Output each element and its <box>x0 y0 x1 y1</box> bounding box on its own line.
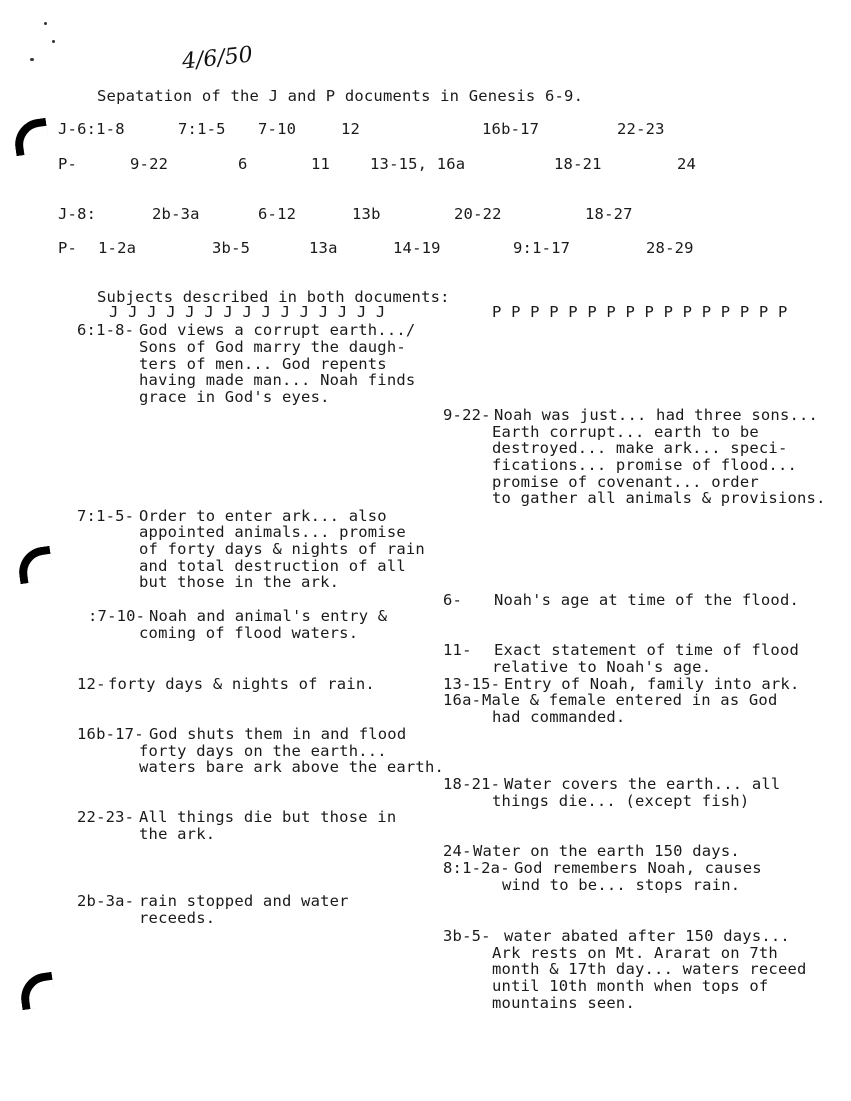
p-entry-line: mountains seen. <box>492 994 635 1012</box>
j-entry-line: All things die but those in <box>139 808 397 826</box>
grid-j6-cell: 22-23 <box>617 120 665 138</box>
p-entry-ref: 8:1-2a- <box>443 859 510 877</box>
grid-j8-cell: 20-22 <box>454 205 502 223</box>
j-entry-line: of forty days & nights of rain <box>139 540 425 558</box>
p-entry-line: Exact statement of time of flood <box>494 641 800 659</box>
p-entry-line: relative to Noah's age. <box>492 658 712 676</box>
j-entry-line: forty days & nights of rain. <box>108 675 375 693</box>
j-entry-line: the ark. <box>139 825 216 843</box>
page-title: Sepatation of the J and P documents in Genesis 6-9. <box>97 87 584 105</box>
grid-j8-cell: 2b-3a <box>152 205 200 223</box>
p-entry-line: Noah's age at time of the flood. <box>494 591 800 609</box>
subjects-heading: Subjects described in both documents: <box>97 288 450 306</box>
p-entry-line: God remembers Noah, causes <box>514 859 762 877</box>
j-entry-line: Sons of God marry the daugh- <box>139 338 406 356</box>
j-entry-ref: :7-10- <box>88 607 146 625</box>
p-entry-ref: 13-15- <box>443 675 501 693</box>
grid-p6-cell: 13-15, 16a <box>370 155 466 173</box>
grid-p8-cell: 9:1-17 <box>513 239 571 257</box>
j-entry-line: having made man... Noah finds <box>139 371 416 389</box>
p-entry-ref: 11- <box>443 641 472 659</box>
j-entry-ref: 22-23- <box>77 808 135 826</box>
grid-p6-cell: 18-21 <box>554 155 602 173</box>
grid-j8-cell: 6-12 <box>258 205 297 223</box>
j-entry-line: and total destruction of all <box>139 557 406 575</box>
grid-p6-cell: 6 <box>238 155 248 173</box>
grid-j6-cell: 7-10 <box>258 120 297 138</box>
grid-p6-cell: 9-22 <box>130 155 169 173</box>
grid-j8-label: J-8: <box>58 205 97 223</box>
p-entry-ref: 3b-5- <box>443 927 491 945</box>
j-entry-line: receeds. <box>139 909 216 927</box>
p-entry-ref: 24- <box>443 842 472 860</box>
j-column-marker: J J J J J J J J J J J J J J J <box>109 303 386 321</box>
handwritten-date: 4/6/50 <box>180 42 254 75</box>
j-entry-line: God shuts them in and flood <box>149 725 407 743</box>
j-entry-line: but those in the ark. <box>139 573 340 591</box>
binder-hole <box>18 972 56 1010</box>
p-entry-line: fications... promise of flood... <box>492 456 798 474</box>
speck <box>44 22 47 25</box>
p-entry-line: month & 17th day... waters receed <box>492 960 807 978</box>
j-entry-line: God views a corrupt earth.../ <box>139 321 416 339</box>
grid-j8-cell: 13b <box>352 205 381 223</box>
j-entry-ref: 2b-3a- <box>77 892 135 910</box>
p-entry-line: Noah was just... had three sons... <box>494 406 819 424</box>
binder-hole <box>16 546 54 584</box>
j-entry-line: appointed animals... promise <box>139 523 406 541</box>
grid-p8-cell: 28-29 <box>646 239 694 257</box>
p-entry-line: Male & female entered in as God <box>482 691 778 709</box>
j-entry-ref: 7:1-5- <box>77 507 135 525</box>
p-entry-line: until 10th month when tops of <box>492 977 769 995</box>
j-entry-line: grace in God's eyes. <box>139 388 330 406</box>
grid-p8-cell: 3b-5 <box>212 239 251 257</box>
p-entry-line: destroyed... make ark... speci- <box>492 439 788 457</box>
j-entry-line: ters of men... God repents <box>139 355 387 373</box>
p-entry-ref: 6- <box>443 591 463 609</box>
p-entry-line: Water covers the earth... all <box>504 775 781 793</box>
j-entry-ref: 16b-17- <box>77 725 144 743</box>
j-entry-line: Order to enter ark... also <box>139 507 387 525</box>
grid-p6-cell: 24 <box>677 155 697 173</box>
p-entry-ref: 18-21- <box>443 775 501 793</box>
p-entry-line: Water on the earth 150 days. <box>473 842 740 860</box>
grid-p8-cell: 13a <box>309 239 338 257</box>
p-entry-line: Entry of Noah, family into ark. <box>504 675 800 693</box>
p-entry-line: Earth corrupt... earth to be <box>492 423 759 441</box>
j-entry-line: rain stopped and water <box>139 892 349 910</box>
grid-p8-label: P- <box>58 239 78 257</box>
p-entry-line: had commanded. <box>492 708 626 726</box>
p-entry-ref: 16a- <box>443 691 482 709</box>
p-entry-line: water abated after 150 days... <box>504 927 790 945</box>
p-entry-ref: 9-22- <box>443 406 491 424</box>
p-entry-line: Ark rests on Mt. Ararat on 7th <box>492 944 778 962</box>
grid-p8-cell: 1-2a <box>98 239 137 257</box>
j-entry-ref: 12- <box>77 675 106 693</box>
grid-j6-label: J-6:1-8 <box>58 120 125 138</box>
grid-p6-cell: 11 <box>311 155 331 173</box>
p-entry-line: wind to be... stops rain. <box>502 876 741 894</box>
j-entry-line: coming of flood waters. <box>139 624 359 642</box>
p-entry-line: things die... (except fish) <box>492 792 750 810</box>
grid-j6-cell: 16b-17 <box>482 120 540 138</box>
speck <box>30 58 34 61</box>
grid-p6-label: P- <box>58 155 78 173</box>
p-entry-line: to gather all animals & provisions. <box>492 489 826 507</box>
speck <box>52 40 55 43</box>
p-entry-line: promise of covenant... order <box>492 473 759 491</box>
grid-j6-cell: 12 <box>341 120 361 138</box>
grid-j8-cell: 18-27 <box>585 205 633 223</box>
grid-p8-cell: 14-19 <box>393 239 441 257</box>
j-entry-line: forty days on the earth... <box>139 742 387 760</box>
binder-hole <box>12 118 50 156</box>
j-entry-line: waters bare ark above the earth. <box>139 758 445 776</box>
grid-j6-cell: 7:1-5 <box>178 120 226 138</box>
j-entry-line: Noah and animal's entry & <box>149 607 388 625</box>
j-entry-ref: 6:1-8- <box>77 321 135 339</box>
p-column-marker: P P P P P P P P P P P P P P P P <box>492 303 788 321</box>
